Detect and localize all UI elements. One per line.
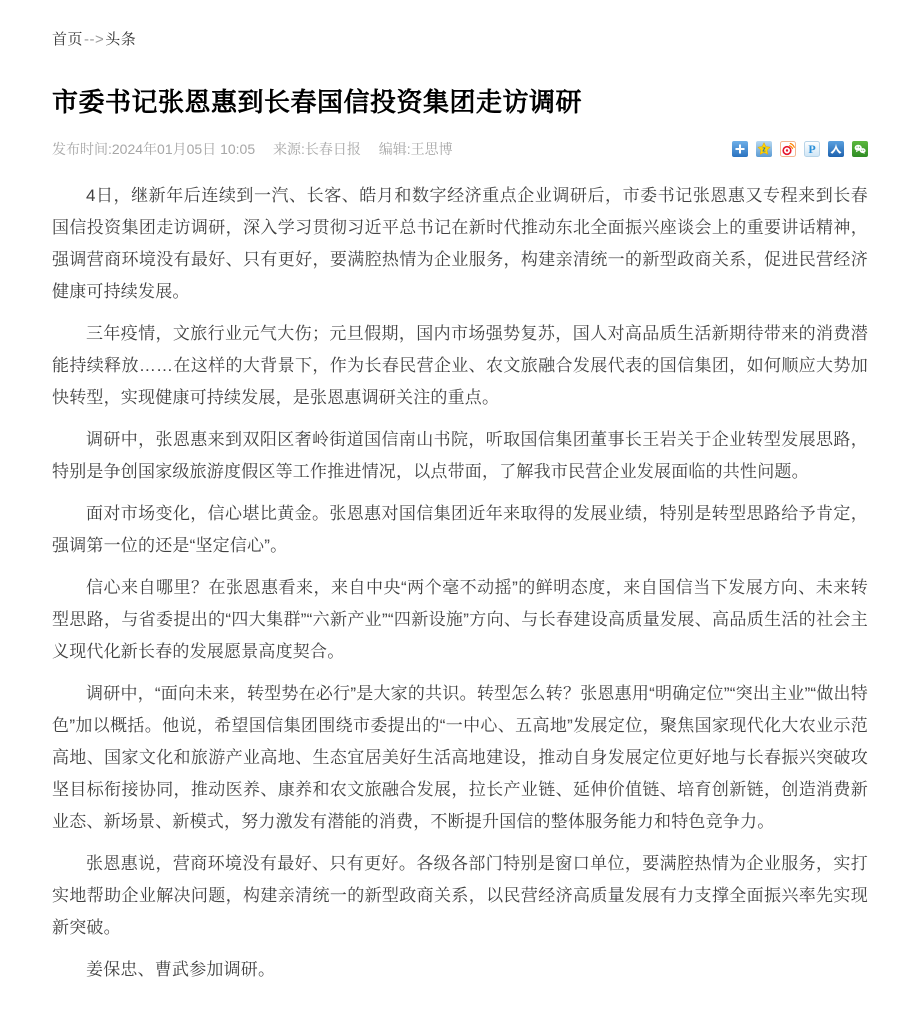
breadcrumb-separator: -->: [84, 31, 105, 48]
sina-weibo-icon[interactable]: [780, 141, 796, 157]
paragraph: 4日，继新年后连续到一汽、长客、皓月和数字经济重点企业调研后，市委书记张恩惠又专程来到长春国信投资集团走访调研，深入学习贯彻习近平总书记在新时代推动东北全面振兴座谈会上的重要讲话精神，强调营商环境没有最好、只有更好，要满腔热情为企业服务，构建亲清统一的新型政商关系，促进民营经济健康可持续发展。: [52, 185, 868, 301]
renren-icon[interactable]: [828, 141, 844, 157]
editor: 编辑:王思博: [378, 140, 453, 157]
breadcrumb: [52, 28, 868, 49]
share-bar: [732, 141, 868, 157]
publish-time: 发布时间:2024年01月05日 10:05: [52, 140, 256, 157]
paragraph: 三年疫情，文旅行业元气大伤；元旦假期，国内市场强势复苏，国人对高品质生活新期待带来的消费潜能持续释放……在这样的大背景下，作为长春民营企业、农文旅融合发展代表的国信集团，如何顺应大势加快转型，实现健康可持续发展，是张恩惠调研关注的重点。: [52, 323, 868, 407]
article-meta: [52, 139, 453, 159]
qzone-icon[interactable]: [756, 141, 772, 157]
paragraph: 姜保忠、曹武参加调研。: [86, 959, 276, 979]
breadcrumb-home-link[interactable]: 首页: [52, 31, 84, 48]
meta-row: [52, 140, 868, 158]
svg-text:z: z: [762, 146, 766, 154]
breadcrumb-current-link[interactable]: 头条: [105, 31, 137, 48]
paragraph: 面对市场变化，信心堪比黄金。张恩惠对国信集团近年来取得的发展业绩，特别是转型思路给予肯定，强调第一位的还是“坚定信心”。: [52, 503, 868, 555]
tencent-pengyou-icon[interactable]: [804, 141, 820, 157]
article-body: [52, 180, 868, 986]
source: 来源:长春日报: [273, 140, 361, 157]
page-title: 市委书记张恩惠到长春国信投资集团走访调研: [52, 87, 583, 117]
paragraph: 信心来自哪里？在张恩惠看来，来自中央“两个毫不动摇”的鲜明态度，来自国信当下发展方向、未来转型思路，与省委提出的“四大集群”“六新产业”“四新设施”方向、与长春建设高质量发展、高品质生活的社会主义现代化新长春的发展愿景高度契合。: [52, 577, 868, 661]
paragraph: 张恩惠说，营商环境没有最好、只有更好。各级各部门特别是窗口单位，要满腔热情为企业服务，实打实地帮助企业解决问题，构建亲清统一的新型政商关系，以民营经济高质量发展有力支撑全面振兴率先实现新突破。: [52, 853, 868, 937]
paragraph: 调研中，“面向未来，转型势在必行”是大家的共识。转型怎么转？张恩惠用“明确定位”“突出主业”“做出特色”加以概括。他说，希望国信集团围绕市委提出的“一中心、五高地”发展定位，聚焦国家现代化大农业示范高地、国家文化和旅游产业高地、生态宜居美好生活高地建设，推动自身发展定位更好地与长春振兴突破攻坚目标衔接协同，推动医养、康养和农文旅融合发展，拉长产业链、延伸价值链、培育创新链，创造消费新业态、新场景、新模式，努力激发有潜能的消费，不断提升国信的整体服务能力和特色竞争力。: [52, 683, 868, 831]
paragraph: 调研中，张恩惠来到双阳区奢岭街道国信南山书院，听取国信集团董事长王岩关于企业转型发展思路，特别是争创国家级旅游度假区等工作推进情况，以点带面，了解我市民营企业发展面临的共性问题。: [52, 429, 868, 481]
wechat-icon[interactable]: [852, 141, 868, 157]
share-more-icon[interactable]: [732, 141, 748, 157]
svg-text:P: P: [808, 141, 816, 156]
